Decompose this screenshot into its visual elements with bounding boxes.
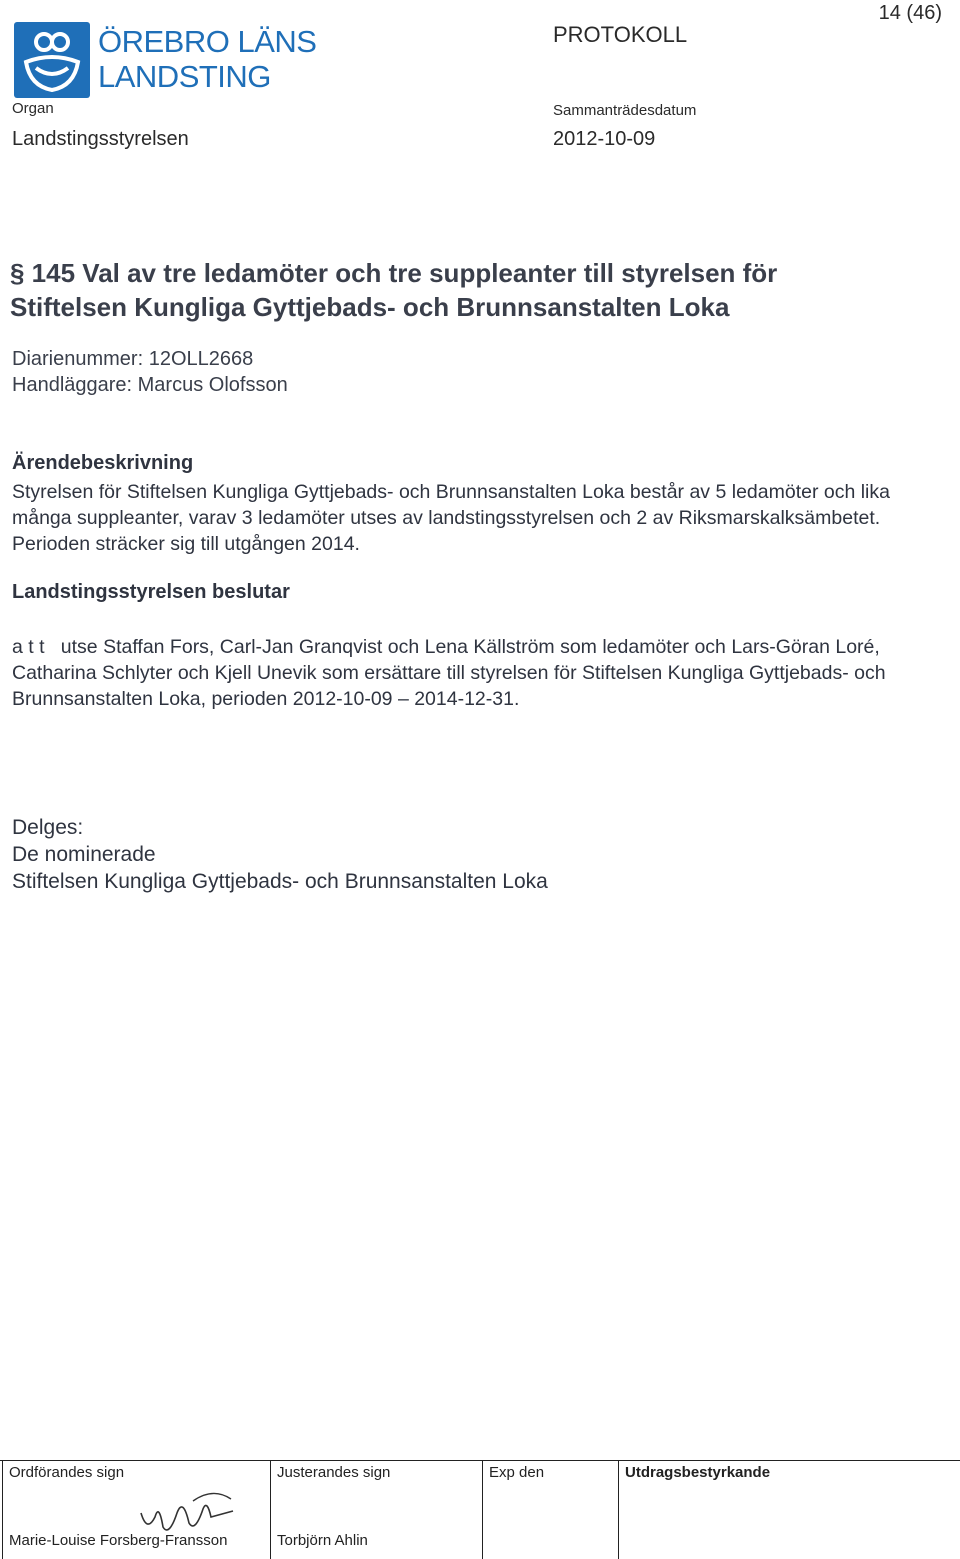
att-marker: a t t [12,636,45,658]
delges-section [12,814,548,895]
justerande-label: Justerandes sign [277,1464,391,1481]
organization-name-line1: ÖREBRO LÄNS [98,24,317,59]
exp-label: Exp den [489,1464,545,1481]
date-value: 2012-10-09 [553,128,656,150]
ordforande-cell [2,1461,271,1559]
utdrag-cell [618,1461,959,1559]
beslut-paragraph [12,634,947,712]
signature-icon [133,1483,243,1539]
ordforande-label: Ordförandes sign [9,1464,125,1481]
document-type: PROTOKOLL [553,22,688,47]
delges-item: De nominerade [12,843,156,866]
signature-table [0,1460,960,1559]
organ-value: Landstingsstyrelsen [12,128,189,150]
beslut-text: utse Staffan Fors, Carl-Jan Granqvist och Lena Källström som ledamöter och Lars-Göran Loré, Catharina Schlyter och Kjell Unevik som ersättare till styrelsen för Stiftelsen Kungliga Gyttjebads- och Brunnsanstalten Loka, perioden 2012-10-09 – 2014-12-31. [12,636,886,710]
beslut-heading: Landstingsstyrelsen beslutar [12,581,290,603]
justerande-name: Torbjörn Ahlin [277,1532,368,1549]
utdrag-label: Utdragsbestyrkande [625,1464,771,1481]
date-label: Sammanträdesdatum [553,102,697,119]
page-title-line2: Stiftelsen Kungliga Gyttjebads- och Brunnsanstalten Loka [10,292,730,322]
organization-logo [14,22,90,98]
organization-name-line2: LANDSTING [98,59,271,94]
organization-name [98,24,316,94]
exp-cell [482,1461,619,1559]
page-number: 14 (46) [878,2,942,24]
diarienummer: Diarienummer: 12OLL2668 [12,348,254,370]
delges-heading: Delges: [12,816,84,839]
page-title [10,256,910,324]
handlaggare: Handläggare: Marcus Olofsson [12,374,288,396]
arende-heading: Ärendebeskrivning [12,452,194,474]
ordforande-name: Marie-Louise Forsberg-Fransson [9,1532,228,1549]
arende-text: Styrelsen för Stiftelsen Kungliga Gyttjebads- och Brunnsanstalten Loka består av 5 ledamöter och lika många suppleanter, varav 3 ledamöter utses av landstingsstyrelsen och 2 av Riksmarskalksämbetet. Perioden sträcker sig till utgången 2014. [12,481,890,555]
organ-label: Organ [12,100,54,117]
page-title-line1: § 145 Val av tre ledamöter och tre suppleanter till styrelsen för [10,258,778,288]
justerande-cell [270,1461,483,1559]
delges-item: Stiftelsen Kungliga Gyttjebads- och Brunnsanstalten Loka [12,870,548,893]
